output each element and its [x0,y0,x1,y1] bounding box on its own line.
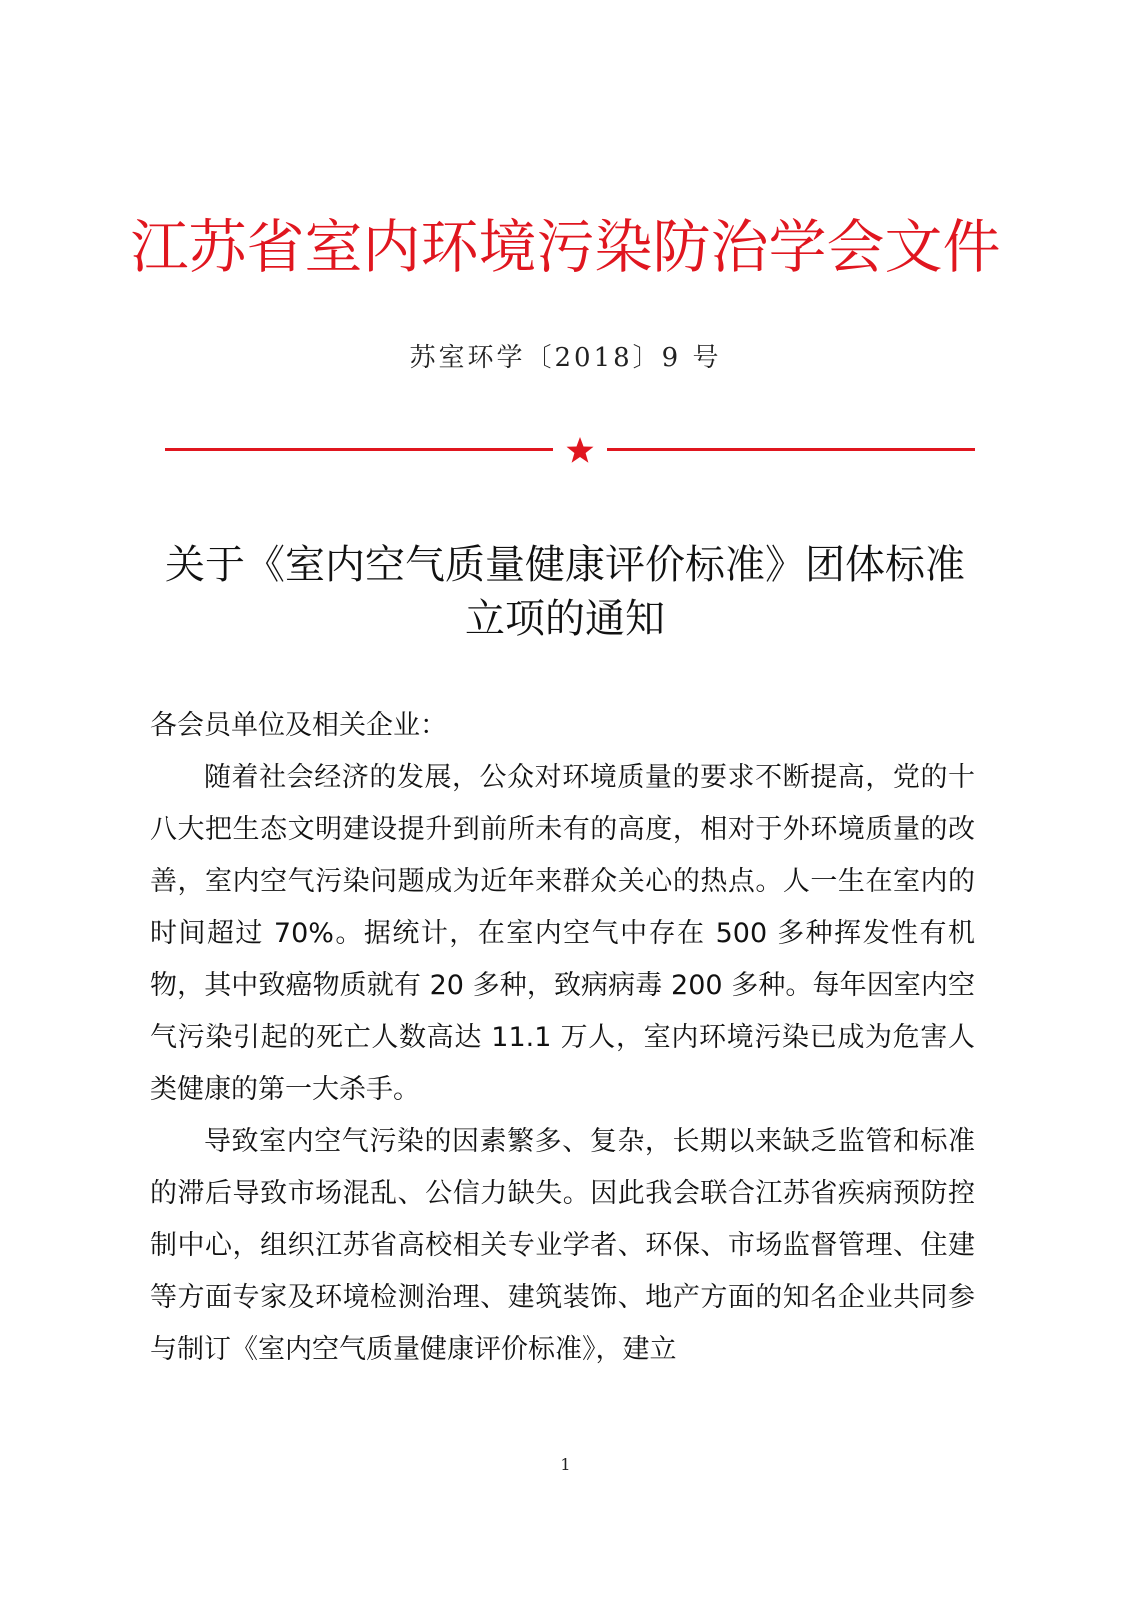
notice-title-line-1: 关于《室内空气质量健康评价标准》团体标准 [165,542,965,588]
page-number: 1 [560,1455,571,1474]
notice-body [150,700,975,1376]
document-number: 苏室环学〔2018〕9 号 [409,343,722,373]
star-icon [567,437,594,463]
body-paragraph-2: 导致室内空气污染的因素繁多、复杂，长期以来缺乏监管和标准的滞后导致市场混乱、公信力缺失。因此我会联合江苏省疾病预防控制中心，组织江苏省高校相关专业学者、环保、市场监督管理、住建等方面专家及环境检测治理、建筑装饰、地产方面的知名企业共同参与制订《室内空气质量健康评价标准》，建立 [150,1126,975,1365]
divider-line-left [165,448,553,451]
header-divider [165,436,975,466]
divider-line-right [607,448,975,451]
notice-title-line-2: 立项的通知 [465,596,665,642]
body-paragraph-1: 随着社会经济的发展，公众对环境质量的要求不断提高，党的十八大把生态文明建设提升到前所未有的高度，相对于外环境质量的改善，室内空气污染问题成为近年来群众关心的热点。人一生在室内的时间超过 70%。据统计，在室内空气中存在 500 多种挥发性有机物，其中致癌物质就有 20 多种，致病病毒 200 多种。每年因室内空气污染引起的死亡人数高达 11.1 万人，室内环境污染已成为危害人类健康的第一大杀手。 [150,762,975,1105]
salutation: 各会员单位及相关企业： [150,710,447,741]
document-header-title: 江苏省室内环境污染防治学会文件 [130,213,1001,281]
notice-title [140,538,990,646]
